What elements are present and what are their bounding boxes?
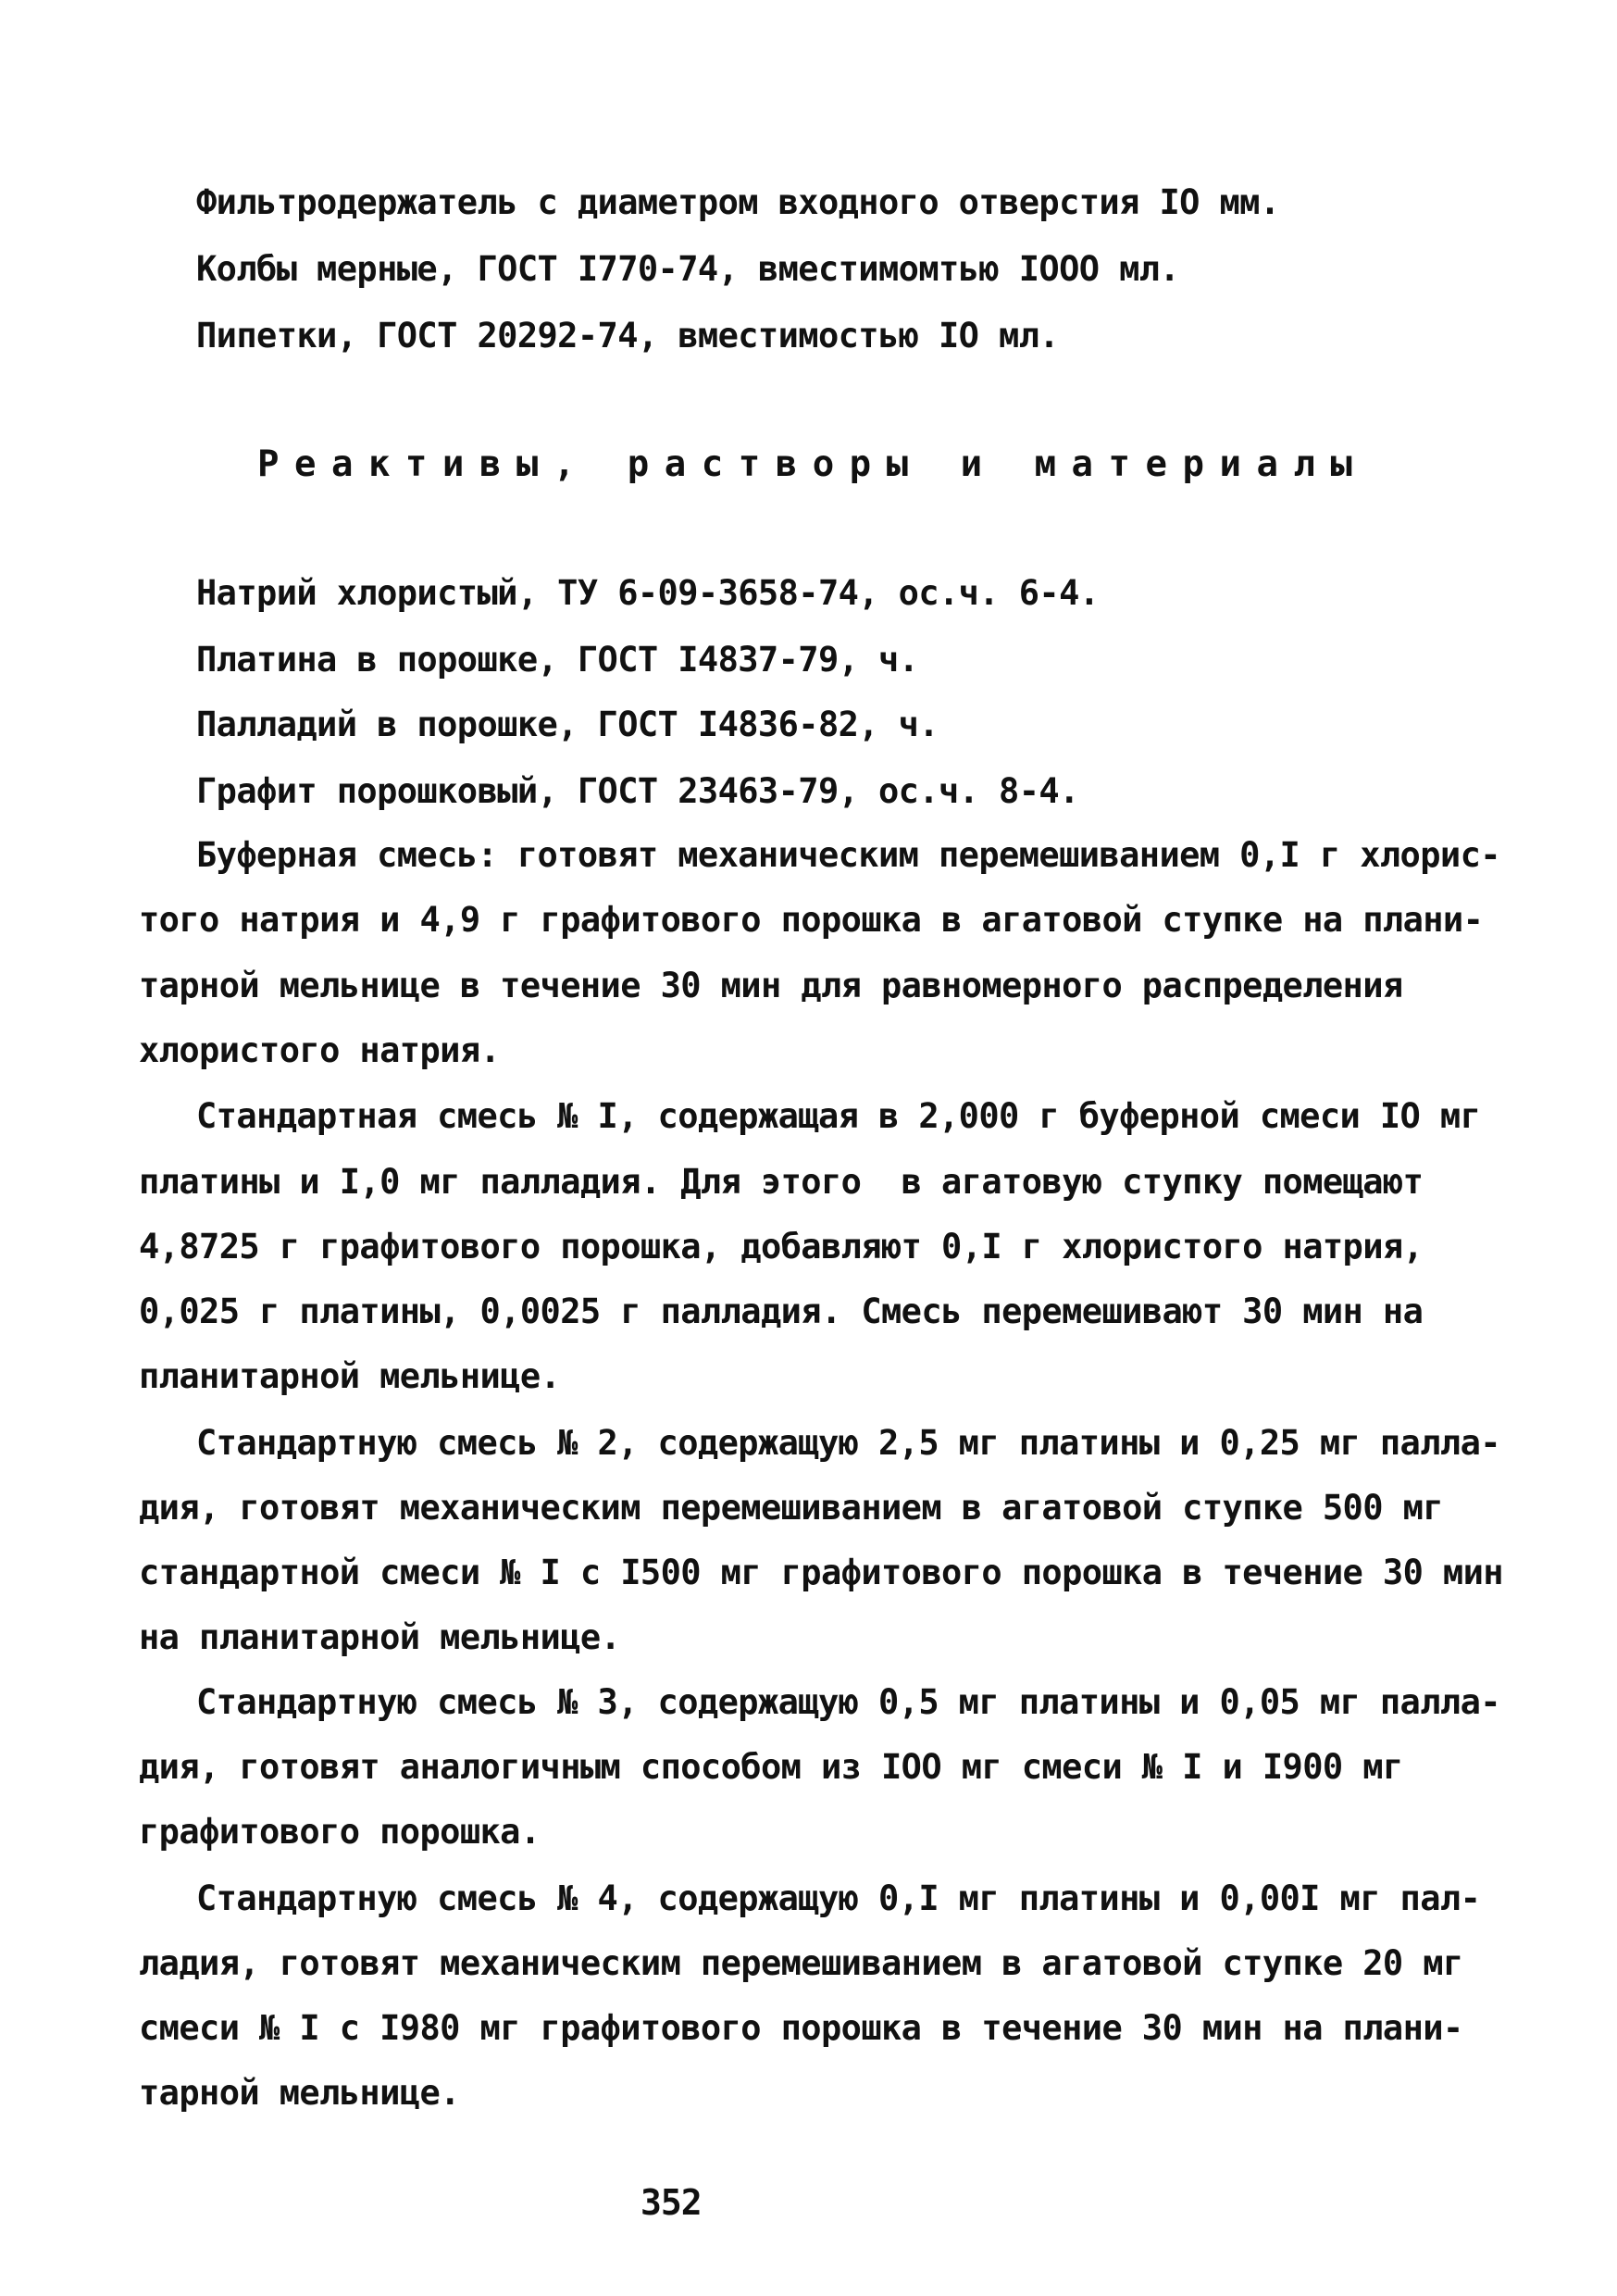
page-number: 352	[641, 2182, 702, 2223]
paragraph-line: Буферная смесь: готовят механическим перемешиванием 0,I г хлорис-	[196, 835, 1500, 875]
paragraph-line: дия, готовят аналогичным способом из IOO мг смеси № I и I900 мг	[139, 1747, 1403, 1787]
paragraph-line: графитового порошка.	[139, 1812, 541, 1852]
paragraph-line: того натрия и 4,9 г графитового порошка в агатовой ступке на плани-	[139, 900, 1484, 940]
paragraph-line: планитарной мельнице.	[139, 1356, 561, 1396]
reagent-line: Графит порошковый, ГОСТ 23463-79, ос.ч. 8-4.	[196, 771, 1079, 811]
paragraph-line: ладия, готовят механическим перемешиванием в агатовой ступке 20 мг	[139, 1943, 1463, 1983]
reagent-line: Платина в порошке, ГОСТ I4837-79, ч.	[196, 640, 919, 680]
paragraph-line: Стандартную смесь № 2, содержащую 2,5 мг платины и 0,25 мг палла-	[196, 1423, 1500, 1463]
paragraph-line: 0,025 г платины, 0,0025 г палладия. Смесь перемешивают 30 мин на	[139, 1292, 1424, 1331]
paragraph-line: смеси № I с I980 мг графитового порошка в течение 30 мин на плани-	[139, 2008, 1463, 2048]
section-heading: Реактивы, растворы и материалы	[257, 443, 1368, 485]
equipment-line: Колбы мерные, ГОСТ I770-74, вместимомтью IOOO мл.	[196, 249, 1180, 289]
equipment-line: Фильтродержатель с диаметром входного отверстия IO мм.	[196, 182, 1280, 222]
reagent-line: Натрий хлористый, ТУ 6-09-3658-74, ос.ч. 6-4.	[196, 573, 1100, 613]
paragraph-line: Стандартную смесь № 3, содержащую 0,5 мг платины и 0,05 мг палла-	[196, 1682, 1500, 1722]
paragraph-line: платины и I,0 мг палладия. Для этого в агатовую ступку помещают	[139, 1162, 1424, 1202]
paragraph-line: Стандартную смесь № 4, содержащую 0,I мг платины и 0,00I мг пал-	[196, 1878, 1481, 1918]
paragraph-line: на планитарной мельнице.	[139, 1617, 621, 1657]
paragraph-line: хлористого натрия.	[139, 1030, 501, 1070]
equipment-line: Пипетки, ГОСТ 20292-74, вместимостью IO мл.	[196, 316, 1060, 356]
paragraph-line: тарной мельнице в течение 30 мин для равномерного распределения	[139, 966, 1403, 1005]
reagent-line: Палладий в порошке, ГОСТ I4836-82, ч.	[196, 705, 939, 744]
paragraph-line: тарной мельнице.	[139, 2073, 460, 2113]
paragraph-line: стандартной смеси № I с I500 мг графитового порошка в течение 30 мин	[139, 1553, 1503, 1592]
paragraph-line: дия, готовят механическим перемешиванием в агатовой ступке 500 мг	[139, 1488, 1443, 1528]
paragraph-line: Стандартная смесь № I, содержащая в 2,000 г буферной смеси IO мг	[196, 1096, 1481, 1136]
paragraph-line: 4,8725 г графитового порошка, добавляют 0,I г хлористого натрия,	[139, 1227, 1424, 1267]
